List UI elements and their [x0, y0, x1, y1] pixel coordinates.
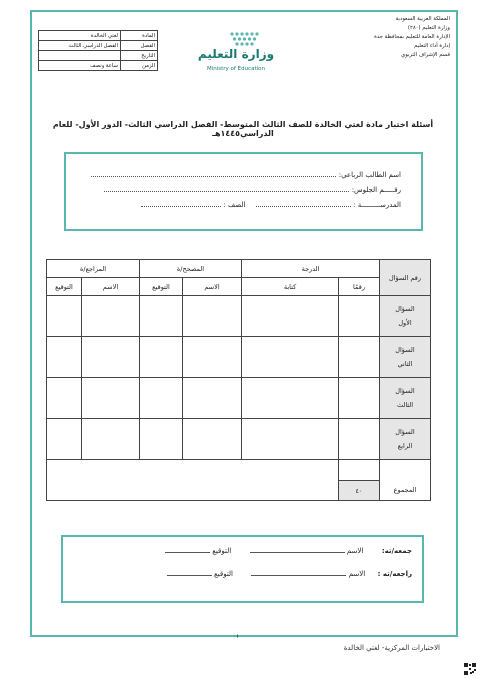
reviewer-signature-field[interactable]: [167, 569, 212, 576]
total-max-value: ٤٠: [339, 481, 380, 501]
reviewer-signature-cell[interactable]: [47, 296, 82, 337]
grade-digits-cell[interactable]: [339, 419, 380, 460]
grade-words-cell[interactable]: [242, 296, 339, 337]
reviewer-signature-cell[interactable]: [47, 378, 82, 419]
header-line: الإدارة العامة للتعليم بمحافظة جدة: [374, 34, 450, 40]
grades-table: [46, 259, 431, 501]
info-value: ساعة ونصف: [39, 61, 121, 71]
reviewer-signature-cell[interactable]: [47, 419, 82, 460]
table-row: [47, 337, 431, 378]
grade-digits-cell[interactable]: [339, 337, 380, 378]
student-name-field[interactable]: [91, 170, 336, 177]
grade-digits-cell[interactable]: [339, 296, 380, 337]
table-row: [39, 31, 158, 41]
info-key: التاريخ: [121, 51, 158, 61]
question-label: السؤال الثالث: [380, 378, 431, 419]
table-row: [39, 51, 158, 61]
seat-number-label: رقـــــم الجلوس:: [351, 186, 401, 194]
question-number-header: رقم السؤال: [380, 260, 431, 296]
exam-info-table: [38, 30, 158, 71]
question-label: السؤال الأول: [380, 296, 431, 337]
grade-digits-cell[interactable]: [339, 378, 380, 419]
logo-english-text: Ministry of Education: [206, 66, 265, 72]
grade-words-cell[interactable]: [242, 378, 339, 419]
class-label: الصف :: [223, 201, 246, 209]
reviewer-line: [167, 569, 412, 578]
table-row: [39, 61, 158, 71]
total-label: المجموع: [380, 460, 431, 501]
student-name-label: اسم الطالب الرباعي:: [338, 171, 401, 179]
class-field[interactable]: [141, 200, 221, 207]
table-row: [47, 296, 431, 337]
corrector-name-cell[interactable]: [183, 419, 242, 460]
info-value: لغتي الخالدة: [39, 31, 121, 41]
info-value: الفصل الدراسي الثالث: [39, 41, 121, 51]
signatures-box: [61, 535, 424, 603]
footer-text: الاختبارات المركزية- لغتي الخالدة: [343, 644, 440, 652]
corrector-signature-cell[interactable]: [140, 378, 183, 419]
corrector-signature-cell[interactable]: [140, 337, 183, 378]
school-label: المدرســـــــــة :: [353, 201, 401, 209]
reviewer-signature-cell[interactable]: [47, 337, 82, 378]
collector-label: جمعه/ته:: [381, 547, 412, 555]
reviewer-name-field[interactable]: [251, 569, 346, 576]
collector-name-field[interactable]: [250, 546, 345, 553]
grade-digits-header: رقمًا: [339, 278, 380, 296]
qr-code-icon: [464, 663, 476, 675]
corrector-name-header: الاسم: [183, 278, 242, 296]
reviewer-header: المراجع/ة: [47, 260, 140, 278]
corrector-signature-cell[interactable]: [140, 296, 183, 337]
table-row: [47, 378, 431, 419]
question-label: السؤال الرابع: [380, 419, 431, 460]
school-line: [141, 200, 401, 209]
collector-name-label: الاسم: [346, 547, 364, 555]
header-line: قسم الإشراف التربوي: [401, 52, 450, 58]
ministry-header: [360, 15, 450, 60]
table-header-row: [47, 260, 431, 278]
reviewer-name-cell[interactable]: [82, 296, 140, 337]
info-key: المادة: [121, 31, 158, 41]
corrector-name-cell[interactable]: [183, 337, 242, 378]
reviewer-name-header: الاسم: [82, 278, 140, 296]
corrector-signature-header: التوقيع: [140, 278, 183, 296]
header-line: المملكة العربية السعودية: [395, 16, 450, 22]
table-row: [47, 419, 431, 460]
grade-words-cell[interactable]: [242, 337, 339, 378]
corrector-name-cell[interactable]: [183, 296, 242, 337]
reviewer-label: راجعه/ته :: [377, 570, 412, 578]
corrector-signature-cell[interactable]: [140, 419, 183, 460]
page-number: ١: [236, 633, 240, 640]
total-row: [47, 460, 431, 481]
reviewer-signature-label: التوقيع: [214, 570, 234, 578]
table-row: [39, 41, 158, 51]
school-field[interactable]: [256, 200, 351, 207]
total-digits-cell[interactable]: [339, 460, 380, 481]
student-name-line: [91, 170, 401, 179]
corrector-header: المصحح/ة: [140, 260, 242, 278]
collector-signature-field[interactable]: [165, 546, 210, 553]
header-line: إدارة أداء التعليم: [414, 43, 450, 49]
seat-number-field[interactable]: [104, 185, 349, 192]
student-info-box: [64, 152, 423, 231]
info-key: الزمن: [121, 61, 158, 71]
collector-line: [165, 546, 412, 555]
logo-arabic-text: وزارة التعليم: [197, 47, 275, 61]
reviewer-name-cell[interactable]: [82, 419, 140, 460]
grade-header: الدرجة: [242, 260, 380, 278]
reviewer-name-cell[interactable]: [82, 378, 140, 419]
reviewer-name-label: الاسم: [348, 570, 366, 578]
question-label: السؤال الثاني: [380, 337, 431, 378]
table-subheader-row: [47, 278, 431, 296]
reviewer-signature-header: التوقيع: [47, 278, 82, 296]
header-line: وزارة التعليم (٢٨٠): [407, 25, 450, 31]
seat-number-line: [104, 185, 401, 194]
exam-title: أسئلة اختبار مادة لغتي الخالدة للصف الثالث المتوسط- الفصل الدراسي الثالث- الدور الأول- للعام الدراسي١٤٤٥هـ: [52, 120, 434, 138]
reviewer-name-cell[interactable]: [82, 337, 140, 378]
info-value: [39, 51, 121, 61]
collector-signature-label: التوقيع: [212, 547, 232, 555]
grade-words-cell[interactable]: [242, 419, 339, 460]
corrector-name-cell[interactable]: [183, 378, 242, 419]
info-key: الفصل: [121, 41, 158, 51]
total-words-cell[interactable]: [47, 460, 339, 501]
grade-words-header: كتابة: [242, 278, 339, 296]
